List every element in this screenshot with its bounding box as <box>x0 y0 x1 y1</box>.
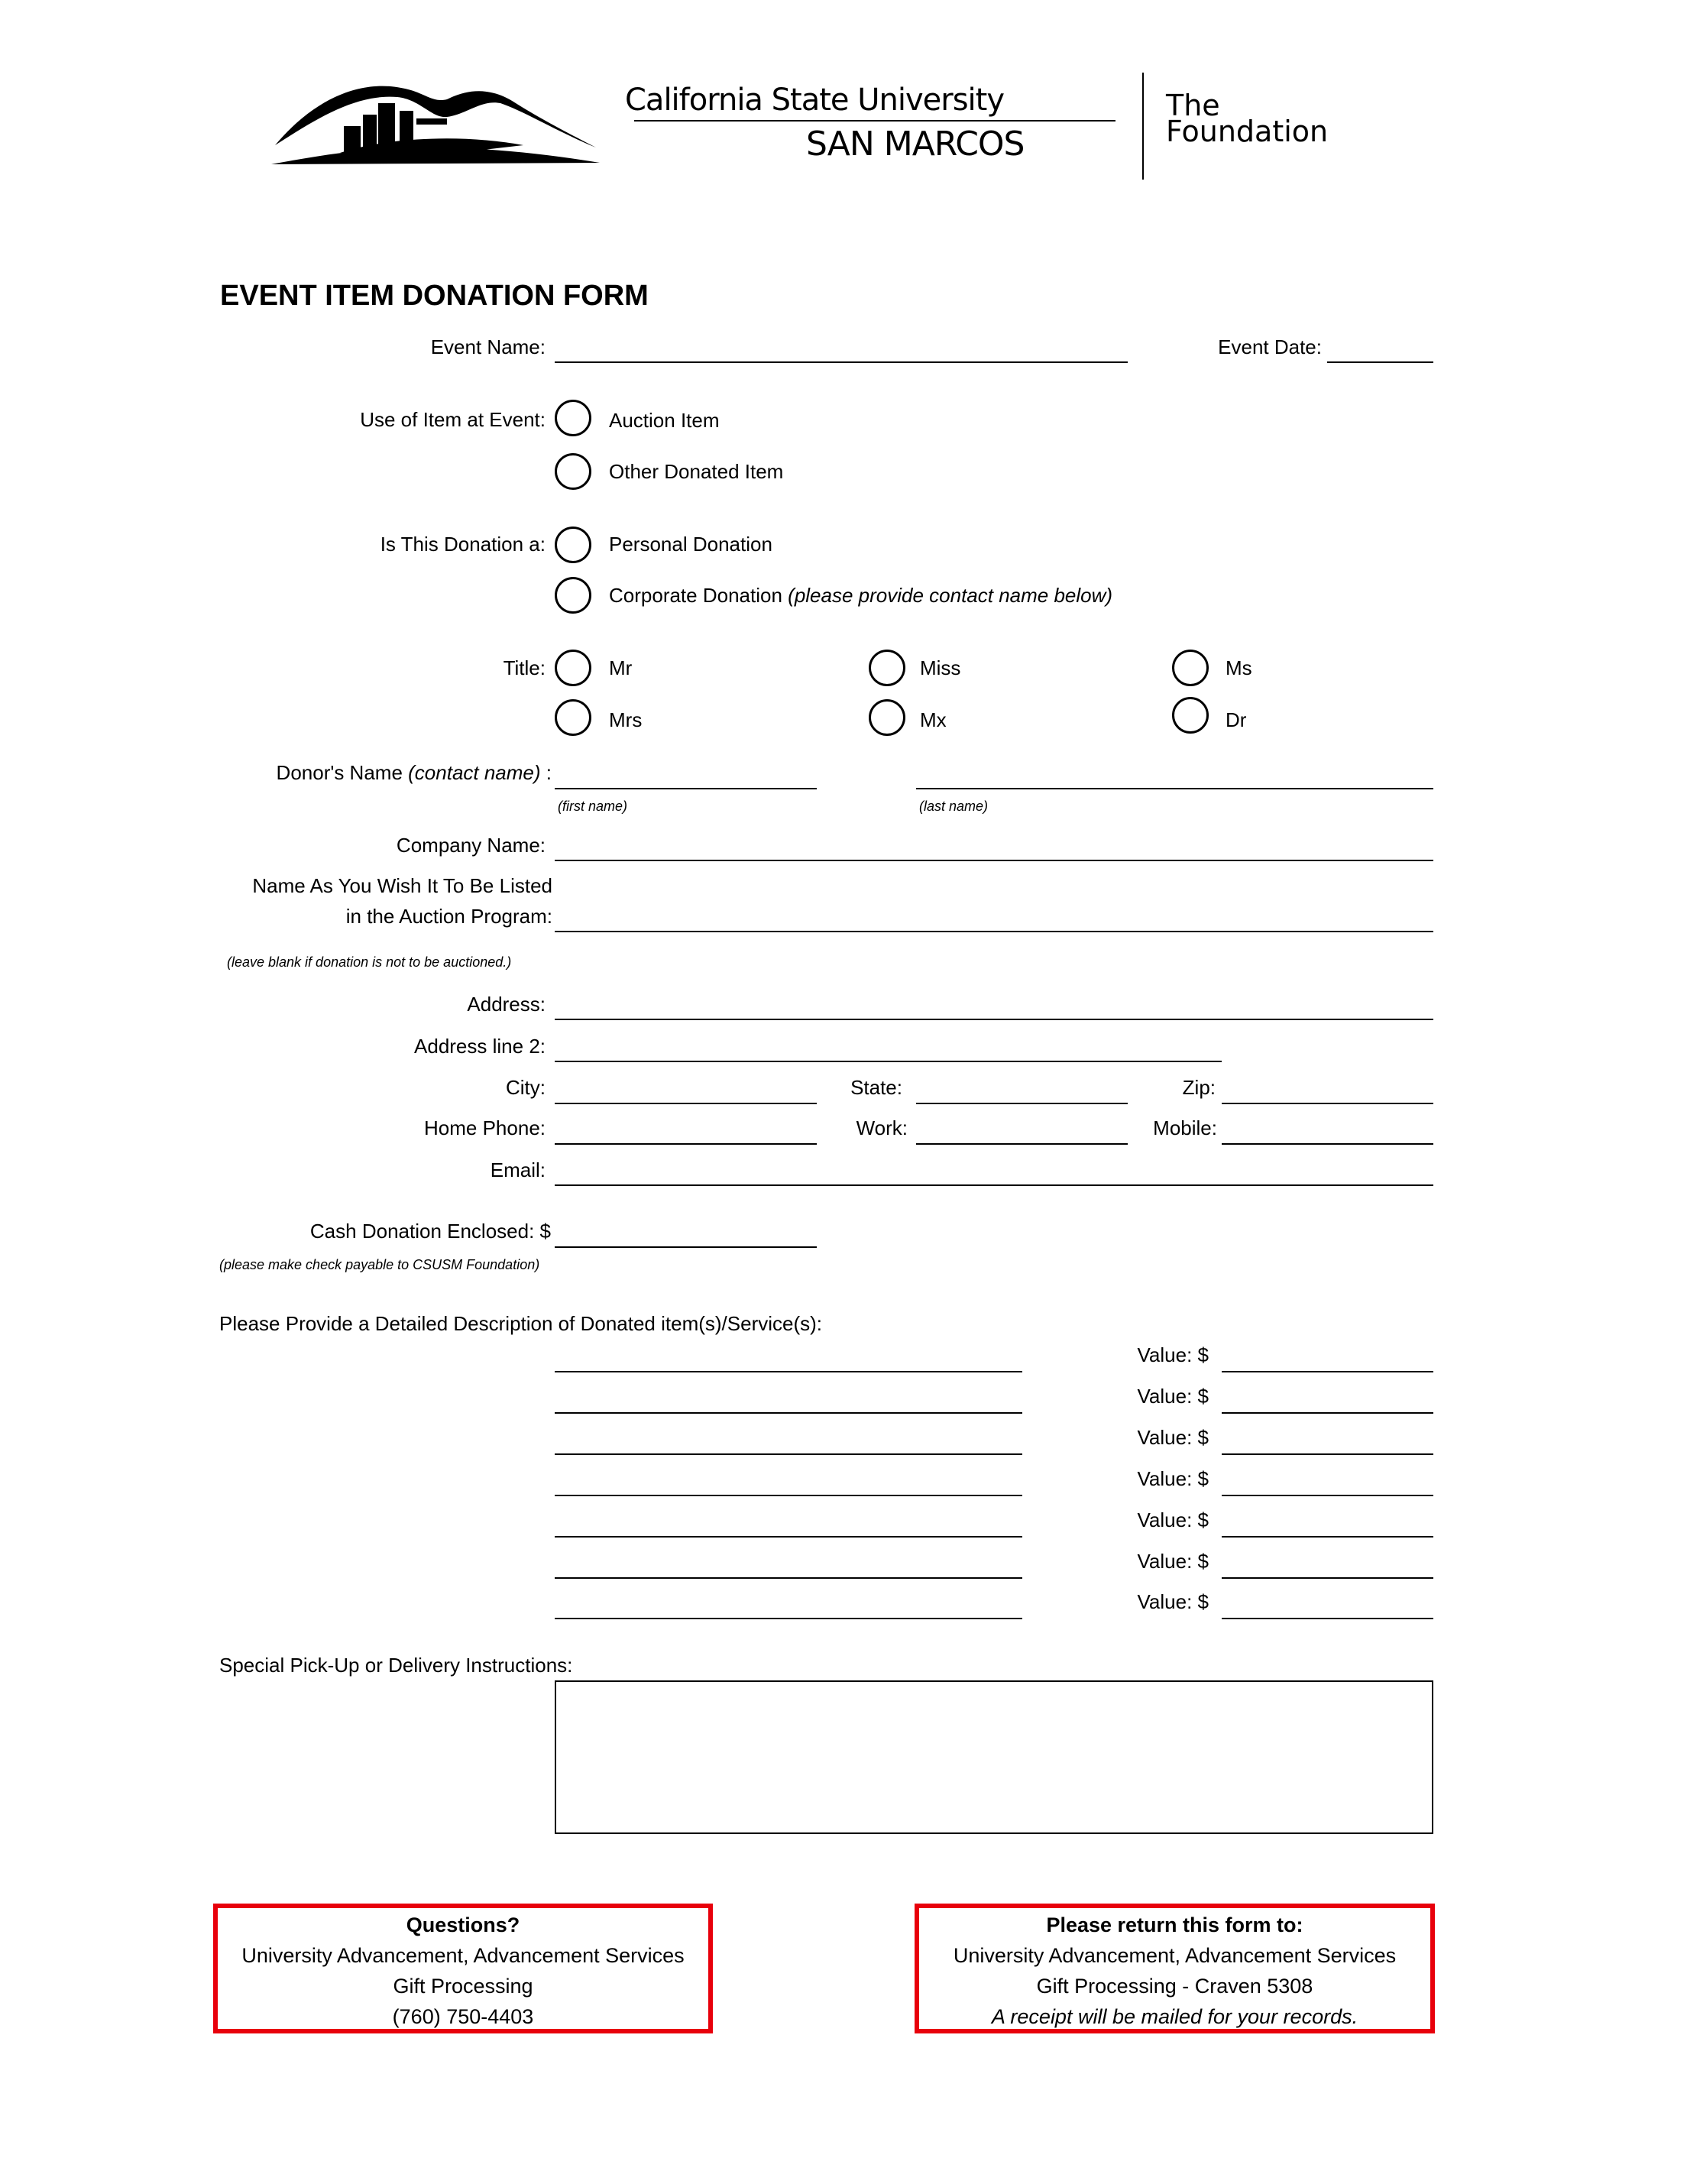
zip-label: Zip: <box>1182 1076 1216 1099</box>
questions-phone: (760) 750-4403 <box>392 2005 534 2028</box>
donation-type-label: Is This Donation a: <box>380 533 546 556</box>
address-label: Address: <box>467 993 546 1016</box>
corporate-donation-radio[interactable] <box>555 577 591 614</box>
title-mrs-radio[interactable] <box>555 699 591 736</box>
item-value-label: Value: $ <box>1137 1467 1209 1490</box>
item-value-label: Value: $ <box>1137 1590 1209 1613</box>
title-label: Title: <box>503 656 546 679</box>
return-line: Gift Processing - Craven 5308 <box>1036 1975 1313 1998</box>
return-title: Please return this form to: <box>1046 1913 1303 1936</box>
item-description-field[interactable] <box>555 1577 1022 1579</box>
title-mr-radio[interactable] <box>555 650 591 686</box>
item-description-field[interactable] <box>555 1618 1022 1619</box>
donor-name-text: Donor's Name <box>276 761 403 784</box>
home-phone-label: Home Phone: <box>424 1116 546 1139</box>
foundation-the: The <box>1166 89 1220 122</box>
last-name-field[interactable] <box>916 788 1433 789</box>
item-value-field[interactable] <box>1222 1577 1433 1579</box>
item-value-label: Value: $ <box>1137 1508 1209 1531</box>
personal-donation-label: Personal Donation <box>609 533 772 556</box>
listed-name-label-2: in the Auction Program: <box>345 905 552 928</box>
item-value-field[interactable] <box>1222 1495 1433 1496</box>
work-phone-label: Work: <box>856 1116 908 1139</box>
last-name-hint: (last name) <box>919 799 989 814</box>
listed-name-note: (leave blank if donation is not to be auctioned.) <box>227 954 512 970</box>
pickup-instructions-field[interactable] <box>555 1680 1433 1834</box>
title-miss-label: Miss <box>920 656 961 679</box>
first-name-hint: (first name) <box>558 799 628 814</box>
item-description-field[interactable] <box>555 1371 1022 1372</box>
state-field[interactable] <box>916 1103 1128 1104</box>
address-line2-field[interactable] <box>555 1061 1222 1062</box>
title-dr-label: Dr <box>1226 708 1247 731</box>
company-name-label: Company Name: <box>396 834 546 857</box>
title-mx-radio[interactable] <box>869 699 905 736</box>
page-title: EVENT ITEM DONATION FORM <box>220 280 649 312</box>
item-value-label: Value: $ <box>1137 1426 1209 1449</box>
title-mx-label: Mx <box>920 708 947 731</box>
email-label: Email: <box>490 1158 546 1181</box>
mobile-phone-field[interactable] <box>1222 1143 1433 1145</box>
questions-line: University Advancement, Advancement Services <box>241 1944 685 1967</box>
corporate-donation-label <box>609 584 1112 607</box>
company-name-field[interactable] <box>555 860 1433 861</box>
cash-donation-note: (please make check payable to CSUSM Foundation) <box>219 1257 540 1272</box>
listed-name-label-1: Name As You Wish It To Be Listed <box>252 874 552 897</box>
title-ms-radio[interactable] <box>1172 650 1209 686</box>
address-field[interactable] <box>555 1019 1433 1020</box>
item-value-field[interactable] <box>1222 1371 1433 1372</box>
home-phone-field[interactable] <box>555 1143 817 1145</box>
event-name-field[interactable] <box>555 361 1128 363</box>
use-of-item-label: Use of Item at Event: <box>360 408 546 431</box>
questions-box <box>213 1904 713 2033</box>
corporate-donation-text: Corporate Donation <box>609 584 782 607</box>
foundation-name: Foundation <box>1166 115 1329 148</box>
city-label: City: <box>506 1076 546 1099</box>
title-dr-radio[interactable] <box>1172 697 1209 734</box>
personal-donation-radio[interactable] <box>555 527 591 563</box>
work-phone-field[interactable] <box>916 1143 1128 1145</box>
event-date-field[interactable] <box>1327 361 1433 363</box>
other-donated-item-radio[interactable] <box>555 453 591 490</box>
zip-field[interactable] <box>1222 1103 1433 1104</box>
item-value-field[interactable] <box>1222 1618 1433 1619</box>
event-name-label: Event Name: <box>430 335 546 358</box>
item-value-label: Value: $ <box>1137 1385 1209 1408</box>
csusm-logo-icon <box>271 80 600 168</box>
item-description-field[interactable] <box>555 1495 1022 1496</box>
auction-item-radio[interactable] <box>555 400 591 436</box>
email-field[interactable] <box>555 1184 1433 1186</box>
logo-underline <box>634 120 1115 122</box>
cash-donation-field[interactable] <box>555 1246 817 1248</box>
title-ms-label: Ms <box>1226 656 1252 679</box>
item-value-label: Value: $ <box>1137 1550 1209 1573</box>
auction-item-label: Auction Item <box>609 409 720 432</box>
questions-title: Questions? <box>406 1913 520 1936</box>
pickup-label: Special Pick-Up or Delivery Instructions: <box>219 1654 573 1677</box>
campus-name: SAN MARCOS <box>806 125 1025 164</box>
university-name: California State University <box>625 83 1005 118</box>
item-value-label: Value: $ <box>1137 1343 1209 1366</box>
donor-name-note: (contact name) <box>408 761 541 784</box>
questions-line: Gift Processing <box>393 1975 533 1998</box>
corporate-note: (please provide contact name below) <box>788 584 1113 607</box>
description-label: Please Provide a Detailed Description of Donated item(s)/Service(s): <box>219 1312 823 1335</box>
other-donated-item-label: Other Donated Item <box>609 460 784 483</box>
cash-donation-label: Cash Donation Enclosed: $ <box>309 1220 551 1243</box>
title-mr-label: Mr <box>609 656 633 679</box>
donor-name-colon: : <box>540 761 552 784</box>
title-miss-radio[interactable] <box>869 650 905 686</box>
title-mrs-label: Mrs <box>609 708 643 731</box>
mobile-phone-label: Mobile: <box>1153 1116 1217 1139</box>
item-description-field[interactable] <box>555 1453 1022 1455</box>
first-name-field[interactable] <box>555 788 817 789</box>
item-description-field[interactable] <box>555 1536 1022 1538</box>
return-line: University Advancement, Advancement Services <box>953 1944 1397 1967</box>
item-description-field[interactable] <box>555 1412 1022 1414</box>
return-form-box <box>915 1904 1435 2033</box>
donor-name-label <box>277 761 552 784</box>
city-field[interactable] <box>555 1103 817 1104</box>
state-label: State: <box>850 1076 902 1099</box>
item-value-field[interactable] <box>1222 1412 1433 1414</box>
logo-divider <box>1142 73 1144 180</box>
return-note: A receipt will be mailed for your records. <box>991 2005 1358 2028</box>
listed-name-field[interactable] <box>555 931 1433 932</box>
address-line2-label: Address line 2: <box>414 1035 546 1058</box>
event-date-label: Event Date: <box>1218 335 1322 358</box>
item-value-field[interactable] <box>1222 1453 1433 1455</box>
item-value-field[interactable] <box>1222 1536 1433 1538</box>
